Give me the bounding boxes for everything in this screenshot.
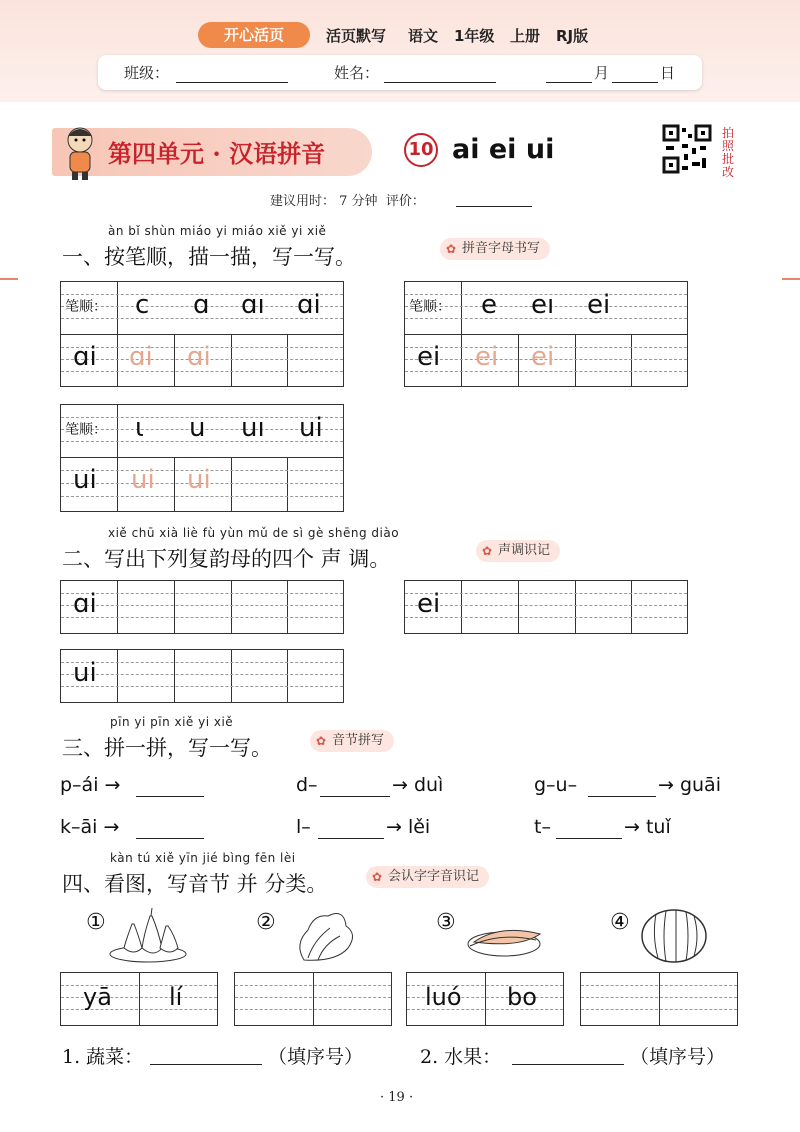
step-letter: u [189,413,206,443]
spell-item: d– [296,774,318,796]
brand-logo: 开心活页 [198,22,310,48]
stroke-order-label: 笔顺： [409,299,451,315]
side-char: 拍 [722,126,735,140]
side-char: 批 [722,152,735,166]
trace-letter: ui [131,465,155,495]
final-letter: ɑi [73,589,97,619]
fill-hint: （填序号） [268,1046,364,1068]
class-field[interactable] [176,82,288,83]
spell-item: p–ái → [60,774,121,796]
model-letter: ɑi [73,342,97,372]
section2-tag: ✿ 声调识记 [476,540,560,562]
name-field[interactable] [384,82,496,83]
ui-tone-grid [60,649,344,703]
day-label: 日 [660,64,676,82]
vegetable-answer[interactable] [150,1064,262,1065]
syllable-box-pair[interactable] [234,972,392,1026]
page-number: · 19 · [380,1090,414,1105]
edition: RJ版 [556,27,589,45]
month-label: 月 [594,64,610,82]
ei-writing-grid [404,281,688,387]
step-letter: ui [299,413,323,443]
ei-tone-grid [404,580,688,634]
evaluation-field[interactable] [456,206,532,207]
section4-tag: ✿ 会认字字音识记 [366,866,489,888]
step-letter: c [135,290,150,320]
model-letter: ui [73,465,97,495]
spell-item: t– [534,816,551,838]
spell-item: → duì [392,774,444,796]
edge-mark [782,278,800,280]
pears-icon [104,904,192,964]
syllable-box-pair [60,972,218,1026]
section4-pinyin: kàn tú xiě yīn jié bìng fēn lèi [110,851,296,865]
name-label: 姓名： [334,64,380,82]
step-letter: ɑ [193,290,210,320]
step-letter: uı [241,413,265,443]
syllable-box-pair [406,972,564,1026]
fruit-answer[interactable] [512,1064,624,1065]
spell-item: → tuǐ [624,816,671,838]
syllable: yā [83,983,112,1011]
spell-item: g–u– [534,774,578,796]
item-number: ③ [436,910,456,935]
section4-title: 四、看图，写音节 并 分类。 [62,872,328,896]
step-letter: ɑi [297,290,321,320]
spell-item: → guāi [658,774,721,796]
model-letter: ei [417,342,441,372]
section1-title: 一、按笔顺，描一描，写一写。 [62,245,356,269]
unit-title: 第四单元 · 汉语拼音 [108,139,326,168]
side-char: 改 [722,165,735,179]
section2-pinyin: xiě chū xià liè fù yùn mǔ de sì gè shēng diào [108,526,400,540]
syllable: bo [507,983,537,1011]
trace-letter: ei [475,342,499,372]
month-field[interactable] [546,82,592,83]
watermelon-icon [630,904,718,964]
final-letter: ui [73,658,97,688]
item-number: ② [256,910,276,935]
ui-writing-grid [60,404,344,512]
section2-title: 二、写出下列复韵母的四个 声 调。 [62,547,391,571]
product-name: 活页默写 [326,27,387,45]
answer-blank[interactable] [556,838,622,839]
radish-icon [460,904,548,964]
answer-blank[interactable] [136,838,204,839]
item-number: ④ [610,910,630,935]
stroke-order-label: 笔顺： [65,422,107,438]
fill-hint: （填序号） [630,1046,726,1068]
trace-letter: ɑi [187,342,211,372]
term: 上册 [510,27,541,45]
qr-code-icon[interactable] [662,124,712,174]
vegetable-label: 1. 蔬菜： [62,1046,144,1068]
ai-tone-grid [60,580,344,634]
edge-mark [0,278,18,280]
section3-title: 三、拼一拼，写一写。 [62,736,272,760]
lesson-number: 10 [404,133,438,167]
answer-blank[interactable] [136,796,204,797]
suggested-time: 建议用时： 7 分钟 评价： [270,194,425,209]
step-letter: e [481,290,497,320]
trace-letter: ei [531,342,555,372]
syllable: luó [425,983,462,1011]
step-letter: eı [531,290,555,320]
answer-blank[interactable] [318,838,384,839]
lesson-title: ai ei ui [452,134,555,165]
item-number: ① [86,910,106,935]
grade: 1年级 [454,27,495,45]
section1-tag: ✿ 拼音字母书写 [440,238,550,260]
section3-tag: ✿ 音节拼写 [310,730,394,752]
answer-blank[interactable] [320,796,390,797]
step-letter: ι [135,413,144,443]
syllable-box-pair[interactable] [580,972,738,1026]
step-letter: ei [587,290,611,320]
class-label: 班级： [124,64,170,82]
step-letter: ɑı [241,290,265,320]
student-info-bar [98,55,702,90]
syllable: lí [169,983,183,1011]
section1-pinyin: àn bǐ shùn miáo yi miáo xiě yi xiě [108,224,327,238]
spell-item: → lěi [386,816,431,838]
trace-letter: ui [187,465,211,495]
ai-writing-grid [60,281,344,387]
trace-letter: ɑi [129,342,153,372]
section3-pinyin: pīn yi pīn xiě yi xiě [110,715,234,729]
final-letter: ei [417,589,441,619]
cabbage-icon [284,904,372,964]
stroke-order-label: 笔顺： [65,299,107,315]
answer-blank[interactable] [588,796,656,797]
spell-item: l– [296,816,311,838]
child-mascot-icon [56,122,104,182]
side-char: 照 [722,139,735,153]
spell-item: k–āi → [60,816,120,838]
day-field[interactable] [612,82,658,83]
subject: 语文 [408,27,439,45]
fruit-label: 2. 水果： [420,1046,502,1068]
